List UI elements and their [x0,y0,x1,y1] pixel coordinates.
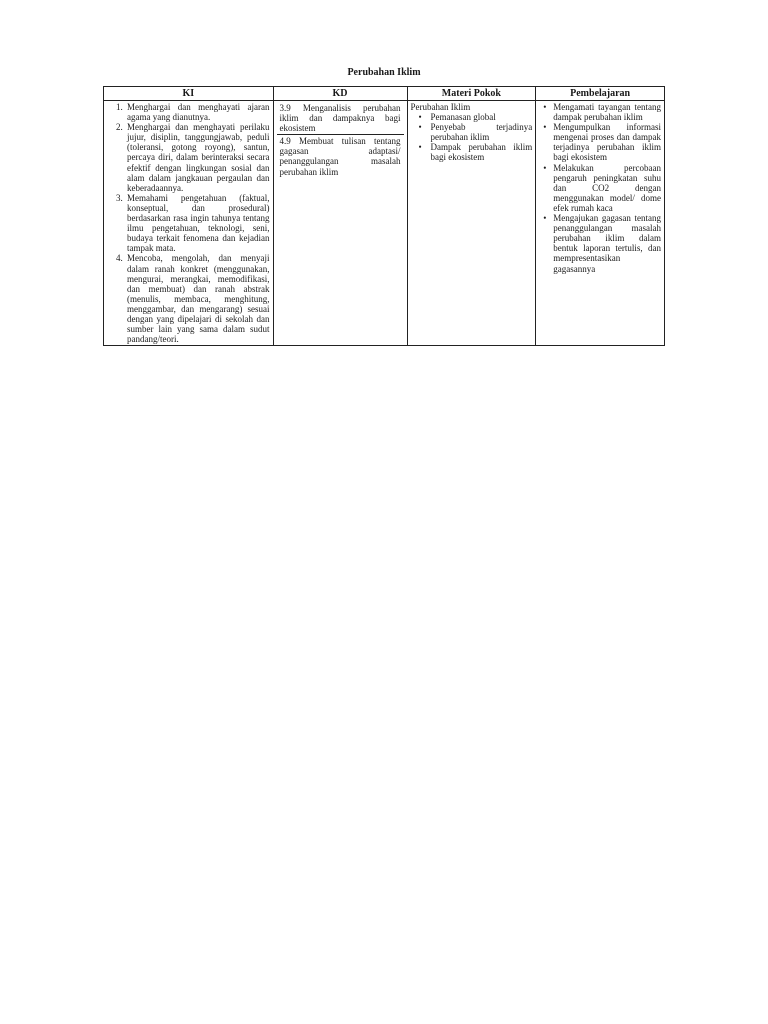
pembelajaran-item: • Melakukan percobaan pengaruh peningkatan suhu dan CO2 dengan menggunakan model/ dome efek rumah kaca [541,163,661,213]
document-title: Perubahan Iklim [347,67,421,78]
ki-item: 1. Menghargai dan menghayati ajaran agama yang dianutnya. [125,102,270,122]
content-row [104,101,665,346]
ki-cell [104,101,274,346]
header-kd: KD [273,87,407,101]
header-row [104,87,665,101]
pembelajaran-item: • Mengamati tayangan tentang dampak perubahan iklim [541,102,661,122]
materi-heading: Perubahan Iklim [410,102,471,112]
pembelajaran-item: • Mengumpulkan informasi mengenai proses dan dampak terjadinya perubahan iklim bagi ekosistem [541,122,661,162]
ki-item: 4. Mencoba, mengolah, dan menyaji dalam ranah konkret (menggunakan, mengurai, merangkai, memodifikasi, dan membuat) dan ranah abstrak (menulis, membaca, menghitung, menggambar, dan mengarang) sesuai dengan yang dipelajari di sekolah dan sumber lain yang sama dalam sudut pandang/teori. [125,253,270,344]
materi-list [411,112,533,162]
materi-item: • Pemanasan global [423,112,533,122]
ki-list [107,102,270,344]
pembelajaran-list [539,102,661,274]
ki-item: 3. Memahami pengetahuan (faktual, konseptual, dan prosedural) berdasarkan rasa ingin tahunya tentang ilmu pengetahuan, teknologi, seni, budaya terkait fenomena dan kejadian tampak mata. [125,193,270,254]
kd-item-3-9: 3.9 Menganalisis perubahan iklim dan dampaknya bagi ekosistem [279,103,401,134]
materi-item: • Penyebab terjadinya perubahan iklim [423,122,533,142]
materi-pokok-cell [407,101,536,346]
ki-item: 2. Menghargai dan menghayati perilaku jujur, disiplin, tanggungjawab, peduli (toleransi, gotong royong), santun, percaya diri, dalam berinteraksi secara efektif dengan lingkungan sosial dan alam dalam jangkauan pergaulan dan keberadaannya. [125,122,270,193]
kd-item-4-9: 4.9 Membuat tulisan tentang gagasan adaptasi/ penanggulangan masalah perubahan iklim [277,134,404,177]
header-materi-pokok: Materi Pokok [407,87,536,101]
pembelajaran-item: • Mengajukan gagasan tentang penanggulangan masalah perubahan iklim dalam bentuk laporan tertulis, dan mempresentasikan gagasannya [541,213,661,274]
header-pembelajaran: Pembelajaran [536,87,665,101]
header-ki: KI [104,87,274,101]
kd-cell [273,101,407,346]
pembelajaran-cell [536,101,665,346]
materi-item: • Dampak perubahan iklim bagi ekosistem [423,142,533,162]
syllabus-table [103,86,665,346]
